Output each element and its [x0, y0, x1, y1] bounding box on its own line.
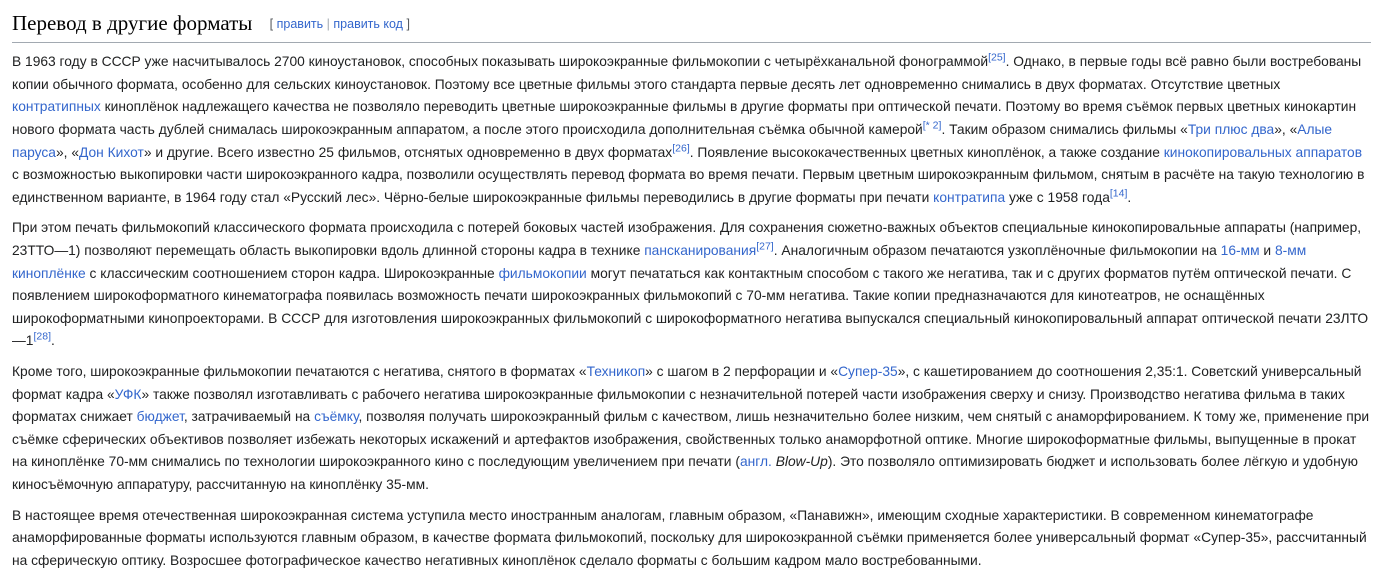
text: могут печататься как контактным способом с такого же негатива, так и с других форматов путём оптической печати. С появлением широкоформатного кинематографа появилась возможность печати широкоэкранных фильмокопий с 70-мм негатива. Такие копии предназначаются для кинотеатров, не оснащённых широкоформатными кинопроекторами. В СССР для изготовления широкоэкранных фильмокопий с широкоформатного негатива выпускался специальный кинокопировальный аппарат оптической печати 23ЛТО—1	[12, 265, 1369, 349]
ref-link[interactable]: [26]	[672, 142, 690, 155]
text: В 1963 году в СССР уже насчитывалось 2700 киноустановок, способных показывать широкоэкранные фильмокопии с четырёхканальной фонограммой	[12, 54, 989, 70]
ref-link[interactable]: [27]	[756, 240, 774, 253]
edit-link[interactable]: править	[276, 17, 324, 31]
bracket-open: [	[269, 17, 274, 31]
text: В настоящее время отечественная широкоэкранная система уступила место иностранным аналогам, главным образом, «Панавижн», имеющим сходные характеристики. В современном кинематографе анаморфированные форматы используются главным образом, в качестве формата фильмокопий, поскольку для широкоэкранной съёмки применяется более универсальный формат «Супер-35», рассчитанный на сферическую оптику. Возросшее фотографическое качество негативных киноплёнок сделало форматы с большим кадром мало востребованными.	[12, 507, 1367, 568]
text: Кроме того, широкоэкранные фильмокопии печатаются с негатива, снятого в форматах «	[12, 364, 587, 380]
link-film-prints[interactable]: фильмокопии	[498, 265, 587, 281]
reference-25[interactable]	[988, 52, 1006, 64]
link-16mm[interactable]: 16-мм	[1220, 243, 1260, 259]
section-title: Перевод в другие форматы	[12, 11, 253, 35]
text: При этом печать фильмокопий классического формата происходила с потерей боковых частей изображения. Для сохранения сюжетно-важных объектов специальные кинокопировальные аппараты (например, 23ТТО—1) позволяют перемещать область выкопировки вдоль длинной стороны кадра в технике	[12, 220, 1362, 259]
paragraph-1	[12, 51, 1371, 209]
paragraph-3	[12, 361, 1371, 497]
edit-separator: |	[326, 17, 330, 31]
link-super-35[interactable]: Супер-35	[838, 364, 898, 380]
text: . Аналогичным образом печатаются узкоплёночные фильмокопии на	[773, 243, 1221, 259]
text: » также позволял изготавливать с рабочего негатива широкоэкранные фильмокопии с незначительной потерей части изображения сверху и снизу. Производство негатива фильма в таких форматах снижает	[12, 386, 1345, 425]
ref-link[interactable]: [25]	[988, 51, 1006, 64]
reference-14[interactable]	[1110, 187, 1128, 199]
link-english-lang[interactable]: англ.	[739, 454, 772, 470]
text: киноплёнок надлежащего качества не позволяло переводить цветные широкоэкранные фильмы в другие форматы при оптической печати. Поэтому во время съёмок первых цветных кинокартин нового формата часть дублей снималась широкоэкранным аппаратом, а после этого происходила дополнительная съёмка обычной камерой	[12, 99, 1357, 138]
bracket-close: ]	[406, 17, 410, 31]
article-section	[0, 10, 1391, 572]
note-2[interactable]	[923, 119, 942, 131]
text: », «	[1274, 122, 1298, 138]
link-techniscope[interactable]: Техникоп	[586, 364, 646, 380]
text: с возможностью выкопировки части широкоэкранного кадра, позволили осуществлять перевод формата во время печати. Первым цветным широкоэкранным фильмом, снятым в расчёте на такую технологию в единственном варианте, в 1964 году стал «Русский лес». Чёрно-белые широкоэкранные фильмы переводились в другие форматы при печати	[12, 167, 1365, 205]
text: », с кашетированием до соотношения 2,35:1. Советский универсальный формат кадра «	[12, 364, 1362, 402]
link-three-plus-two[interactable]: Три плюс два	[1187, 122, 1275, 138]
link-don-quixote[interactable]: Дон Кихот	[79, 144, 144, 160]
reference-27[interactable]	[756, 240, 774, 252]
link-contratype-2[interactable]: контратипа	[933, 189, 1006, 205]
text: , позволяя получать широкоэкранный фильм с качеством, лишь незначительно более низким, чем снятый с анаморфированием. К тому же, применение при съёмке сферических объективов позволяет избежать некоторых искажений и артефактов изображения, свойственных только анаморфотной оптике. Многие широкоформатные фильмы, выпущенные в прокат на киноплёнке 70-мм снимались по технологии широкоэкранного кино с последующим увеличением при печати (	[12, 409, 1370, 470]
paragraph-2	[12, 217, 1371, 353]
text: » и другие. Всего известно 25 фильмов, отснятых одновременно в двух форматах	[143, 144, 673, 160]
reference-28[interactable]	[33, 331, 51, 343]
ref-link[interactable]: [14]	[1109, 187, 1128, 200]
link-scarlet-sails[interactable]: Алые паруса	[12, 122, 1333, 160]
edit-section-links	[270, 17, 410, 31]
text: . Появление высококачественных цветных киноплёнок, а также создание	[689, 144, 1164, 160]
text: » с шагом в 2 перфорации и «	[645, 364, 839, 380]
link-film-printers[interactable]: кинокопировальных аппаратов	[1163, 144, 1363, 160]
text: .	[1127, 189, 1132, 205]
text: .	[51, 333, 55, 349]
paragraph-4	[12, 505, 1371, 573]
link-pan-and-scan[interactable]: пансканирования	[644, 243, 757, 259]
text: ). Это позволяло оптимизировать бюджет и использовать более лёгкую и удобную киносъёмочную аппаратуру, рассчитанную на киноплёнку 35-мм.	[12, 454, 1358, 492]
note-link[interactable]: [* 2]	[922, 119, 942, 132]
text: с классическим соотношением сторон кадра. Широкоэкранные	[85, 265, 499, 281]
link-contratype[interactable]: контратипных	[12, 99, 101, 115]
text: », «	[55, 144, 79, 160]
section-heading	[12, 10, 1371, 43]
link-ufk[interactable]: УФК	[114, 386, 142, 402]
ref-link[interactable]: [28]	[33, 330, 51, 343]
link-8mm-film[interactable]: 8-мм киноплёнке	[12, 243, 1307, 281]
text: уже с 1958 года	[1005, 189, 1110, 205]
text: и	[1259, 243, 1275, 259]
text: , затрачиваемый на	[183, 409, 315, 425]
text: . Однако, в первые годы всё равно были востребованы копии обычного формата, особенно для сельских киноустановок. Поэтому все цветные фильмы этого стандарта первые десять лет одновременно снимались в двух форматах. Отсутствие цветных	[12, 54, 1362, 92]
link-budget[interactable]: бюджет	[136, 409, 184, 425]
text: . Таким образом снимались фильмы «	[941, 122, 1188, 138]
link-filming[interactable]: съёмку	[314, 409, 359, 425]
edit-source-link[interactable]: править код	[333, 17, 403, 31]
reference-26[interactable]	[672, 142, 690, 154]
term-blow-up: Blow-Up	[775, 454, 828, 470]
